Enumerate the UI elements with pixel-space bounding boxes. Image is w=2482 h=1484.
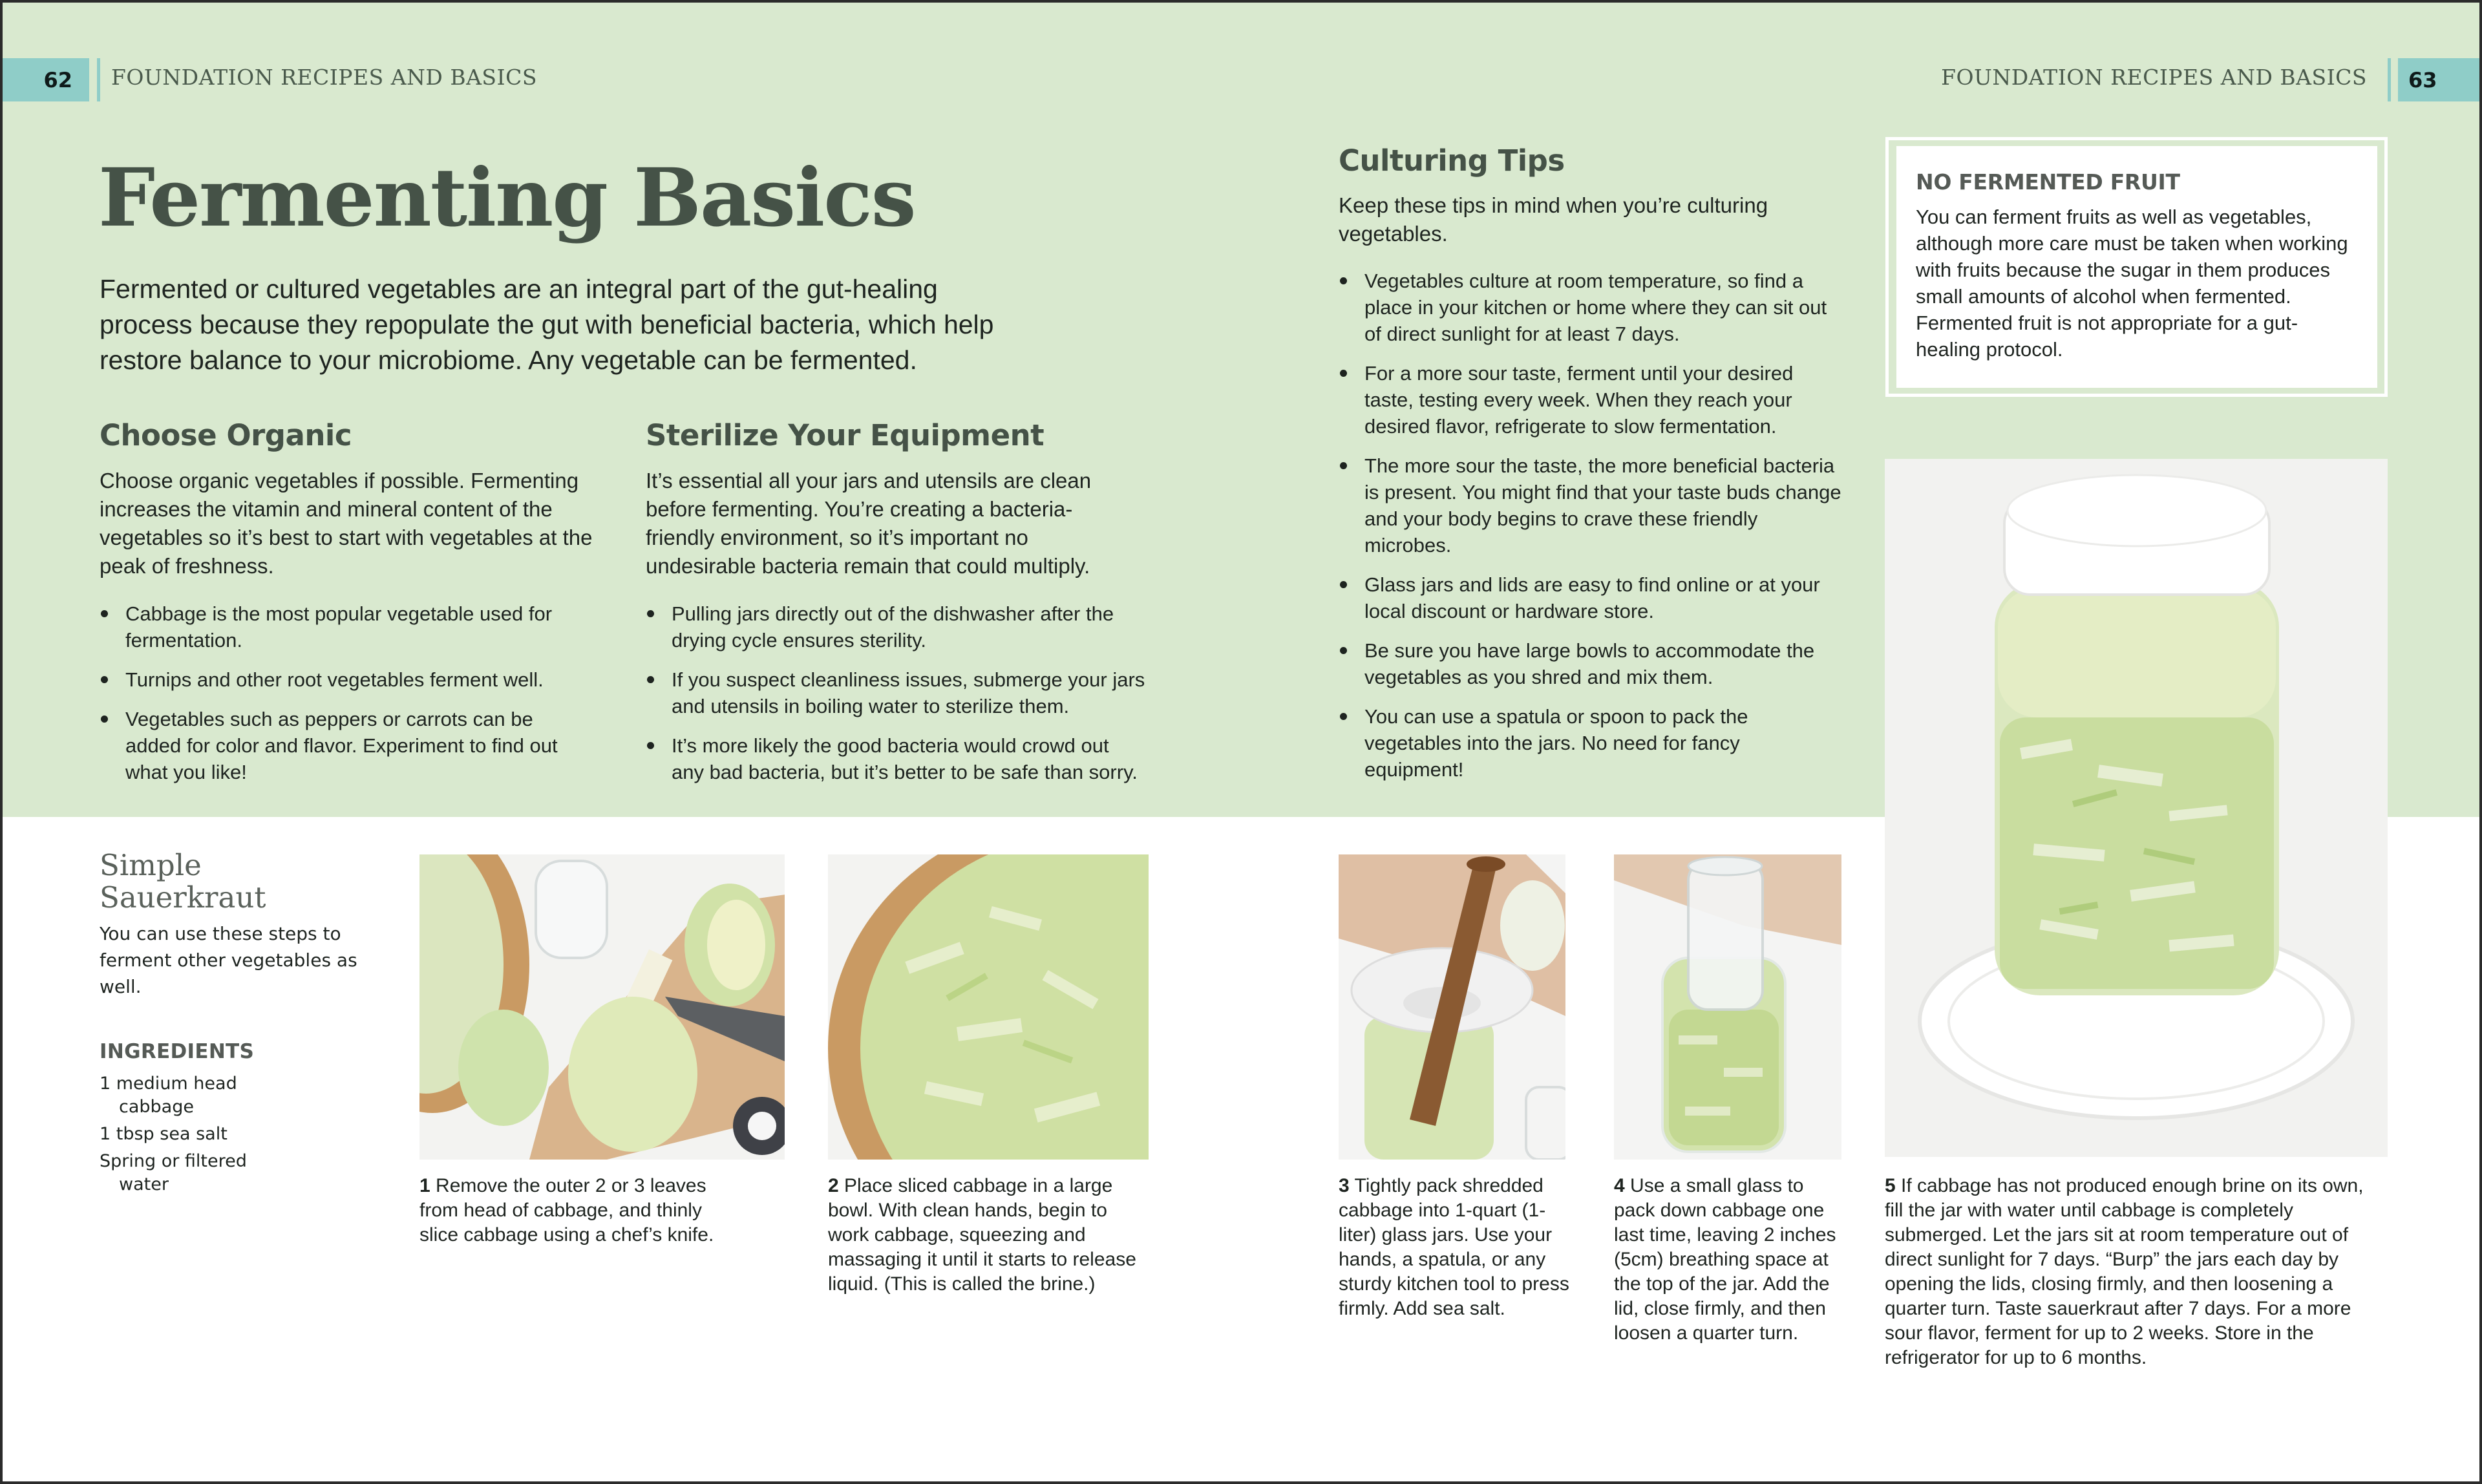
photo-finished-jar bbox=[1885, 459, 2388, 1157]
section-heading-culturing: Culturing Tips bbox=[1339, 143, 1565, 178]
recipe-intro: You can use these steps to ferment other vegetables as well. bbox=[100, 923, 357, 997]
bullet-icon bbox=[647, 610, 654, 617]
recipe-title-line: Sauerkraut bbox=[100, 880, 266, 915]
bullet-icon bbox=[1340, 462, 1347, 469]
slicing-cabbage-image bbox=[419, 854, 785, 1160]
photo-slicing-cabbage bbox=[419, 854, 785, 1160]
step-caption-2 bbox=[828, 1174, 1151, 1297]
list-item: You can use a spatula or spoon to pack the vegetables into the jars. No need for fancy equipment! bbox=[1339, 703, 1843, 783]
list-item: Glass jars and lids are easy to find online or at your local discount or hardware store. bbox=[1339, 571, 1843, 624]
section-body-sterilize: It’s essential all your jars and utensils are clean before fermenting. You’re creating a bacteria-friendly environment, so it’s important no undesirable bacteria remain that could multiply. bbox=[646, 469, 1092, 578]
running-head-right: FOUNDATION RECIPES AND BASICS bbox=[1941, 65, 2367, 90]
list-item: For a more sour taste, ferment until your desired taste, testing every week. When they reach your desired flavor, refrigerate to slow fermentation. bbox=[1339, 360, 1843, 440]
list-item: It’s more likely the good bacteria would crowd out any bad bacteria, but it’s better to be safe than sorry. bbox=[646, 732, 1147, 785]
recipe-title bbox=[100, 849, 266, 914]
step-text: Remove the outer 2 or 3 leaves from head of cabbage, and thinly slice cabbage using a chef’s knife. bbox=[419, 1175, 714, 1246]
bullet-icon bbox=[1340, 713, 1347, 720]
step-text: Place sliced cabbage in a large bowl. With clean hands, begin to work cabbage, squeezing and massaging it until it starts to release liquid. (This is called the brine.) bbox=[828, 1175, 1136, 1295]
section-heading-sterilize: Sterilize Your Equipment bbox=[646, 418, 1045, 452]
page-number-text: 62 bbox=[43, 67, 72, 92]
photo-tamping-jar bbox=[1339, 854, 1565, 1160]
list-item: The more sour the taste, the more beneficial bacteria is present. You might find that your taste buds change and your body begins to crave these friendly microbes. bbox=[1339, 452, 1843, 558]
tamping-jar-image bbox=[1339, 854, 1565, 1160]
ingredients-list bbox=[100, 1072, 293, 1200]
list-item: Be sure you have large bowls to accommodate the vegetables as you shred and mix them. bbox=[1339, 637, 1843, 690]
photo-glass-in-jar bbox=[1614, 854, 1841, 1160]
page-number-text: 63 bbox=[2408, 67, 2437, 92]
finished-jar-image bbox=[1885, 459, 2388, 1157]
list-item: Vegetables culture at room temperature, so find a place in your kitchen or home where they can sit out of direct sunlight for at least 7 days. bbox=[1339, 268, 1843, 347]
sidebar-box-title: NO FERMENTED FRUIT bbox=[1916, 169, 2180, 195]
ingredient-item: Spring or filtered water bbox=[100, 1151, 247, 1194]
bullet-icon bbox=[1340, 277, 1347, 284]
header-divider-left bbox=[97, 58, 100, 101]
step-number: 1 bbox=[419, 1175, 430, 1196]
page-title: Fermenting Basics bbox=[98, 151, 915, 245]
glass-in-jar-image bbox=[1614, 854, 1841, 1160]
section-body-organic: Choose organic vegetables if possible. Fermenting increases the vitamin and mineral content of the vegetables so it’s best to start with vegetables at the peak of freshness. bbox=[100, 469, 593, 578]
step-text: If cabbage has not produced enough brine on its own, fill the jar with water until cabbage is completely submerged. Let the jars sit at room temperature out of direct sunlight for 7 days. “Burp” the jars each day by opening the lids, closing firmly, and then loosening a quarter turn. Taste sauerkraut after 7 days. For a more sour flavor, ferment for up to 2 weeks. Store in the refrigerator for up to 6 months. bbox=[1885, 1175, 2364, 1368]
section-heading-organic: Choose Organic bbox=[100, 418, 352, 452]
bullet-list-organic bbox=[100, 600, 591, 798]
step-number: 2 bbox=[828, 1175, 839, 1196]
list-item: Turnips and other root vegetables ferment well. bbox=[100, 666, 591, 693]
bullet-icon bbox=[1340, 581, 1347, 588]
bullet-icon bbox=[647, 742, 654, 749]
sidebar-box-body: You can ferment fruits as well as vegetables, although more care must be taken when working with fruits because the sugar in them produces small amounts of alcohol when fermented. Fermented fruit is not appropriate for a gut-healing protocol. bbox=[1916, 206, 2348, 361]
step-caption-3 bbox=[1339, 1174, 1571, 1321]
photo-bowl-of-cabbage bbox=[828, 854, 1149, 1160]
step-number: 3 bbox=[1339, 1175, 1350, 1196]
intro-paragraph: Fermented or cultured vegetables are an integral part of the gut-healing process because they repopulate the gut with beneficial bacteria, which help restore balance to your microbiome. Any vegetable can be fermented. bbox=[100, 274, 994, 375]
step-number: 4 bbox=[1614, 1175, 1625, 1196]
list-item: Pulling jars directly out of the dishwasher after the drying cycle ensures sterility. bbox=[646, 600, 1147, 653]
ingredient-item: 1 tbsp sea salt bbox=[100, 1124, 228, 1144]
bullet-icon bbox=[1340, 370, 1347, 377]
ingredient-item: 1 medium head cabbage bbox=[100, 1074, 237, 1117]
step-caption-4 bbox=[1614, 1174, 1847, 1346]
ingredients-heading: INGREDIENTS bbox=[100, 1040, 255, 1063]
sidebar-box-inner bbox=[1896, 146, 2377, 388]
recipe-title-line: Simple bbox=[100, 848, 202, 882]
running-head-left: FOUNDATION RECIPES AND BASICS bbox=[111, 65, 537, 90]
bullet-icon bbox=[101, 716, 108, 723]
page-number-left bbox=[3, 58, 89, 101]
list-item: Cabbage is the most popular vegetable used for fermentation. bbox=[100, 600, 591, 653]
page-number-right bbox=[2398, 58, 2482, 101]
section-body-culturing: Keep these tips in mind when you’re culturing vegetables. bbox=[1339, 193, 1768, 246]
bullet-icon bbox=[101, 610, 108, 617]
step-caption-5 bbox=[1885, 1174, 2382, 1370]
step-caption-1 bbox=[419, 1174, 723, 1247]
list-item: Vegetables such as peppers or carrots can be added for color and flavor. Experiment to find out what you like! bbox=[100, 706, 591, 785]
bullet-icon bbox=[101, 676, 108, 683]
step-text: Use a small glass to pack down cabbage one last time, leaving 2 inches (5cm) breathing space at the top of the jar. Add the lid, close firmly, and then loosen a quarter turn. bbox=[1614, 1175, 1836, 1344]
step-number: 5 bbox=[1885, 1175, 1896, 1196]
bullet-list-culturing bbox=[1339, 268, 1843, 796]
bullet-list-sterilize bbox=[646, 600, 1147, 798]
bowl-of-cabbage-image bbox=[828, 854, 1149, 1160]
bullet-icon bbox=[647, 676, 654, 683]
header-divider-right bbox=[2388, 58, 2391, 101]
list-item: If you suspect cleanliness issues, submerge your jars and utensils in boiling water to sterilize them. bbox=[646, 666, 1147, 719]
step-text: Tightly pack shredded cabbage into 1-quart (1-liter) glass jars. Use your hands, a spatula, or any sturdy kitchen tool to press firmly. Add sea salt. bbox=[1339, 1175, 1569, 1319]
sidebar-box-no-fermented-fruit bbox=[1885, 137, 2388, 397]
bullet-icon bbox=[1340, 647, 1347, 654]
